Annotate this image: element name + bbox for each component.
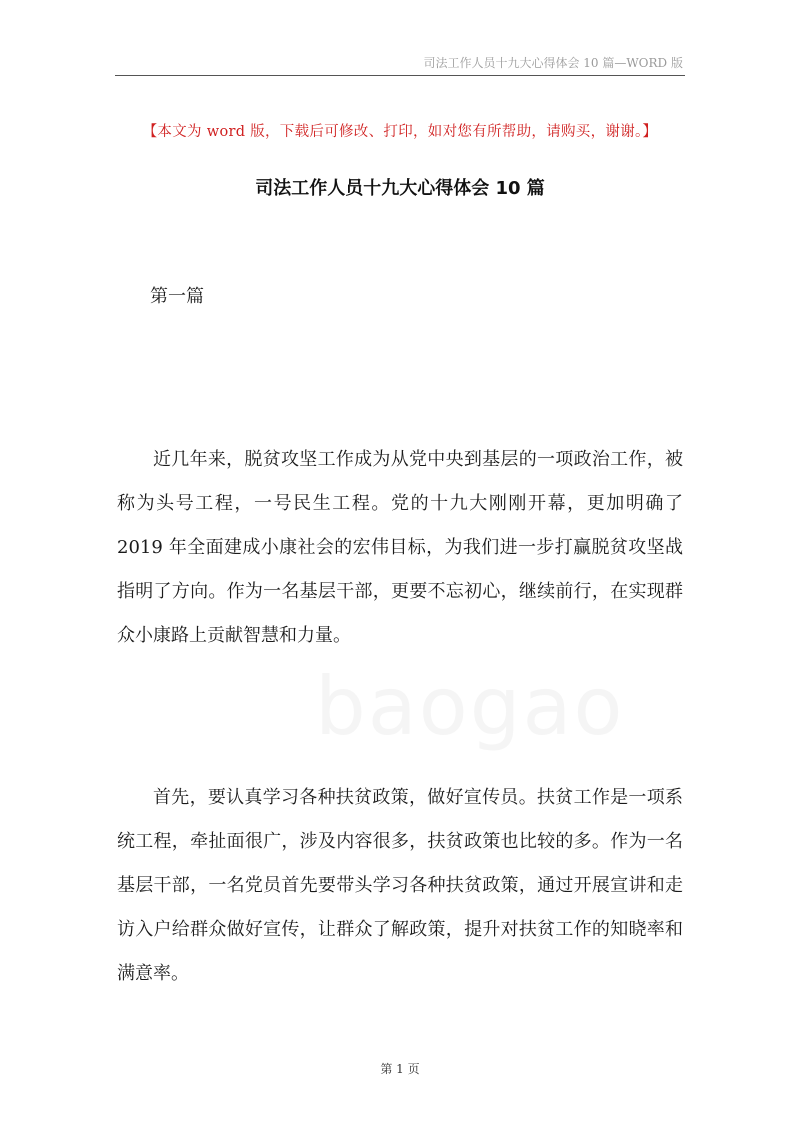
document-title: 司法工作人员十九大心得体会 10 篇 [255, 178, 545, 199]
page-number: 第 1 页 [380, 1062, 420, 1076]
body-paragraph: 近几年来，脱贫攻坚工作成为从党中央到基层的一项政治工作，被称为头号工程，一号民生工程。党的十九大刚刚开幕，更加明确了 2019 年全面建成小康社会的宏伟目标，为我们进一步打赢脱贫攻坚战指明了方向。作为一名基层干部，更要不忘初心，继续前行，在实现群众小康路上贡献智慧和力量。 [117, 449, 683, 646]
watermark: baogao [315, 660, 625, 753]
running-header: 司法工作人员十九大心得体会 10 篇—WORD 版 [423, 56, 683, 70]
header-divider [115, 75, 685, 76]
download-notice: 【本文为 word 版，下载后可修改、打印，如对您有所帮助，请购买，谢谢。】 [142, 124, 658, 140]
section-heading: 第一篇 [150, 286, 204, 307]
body-paragraph: 首先，要认真学习各种扶贫政策，做好宣传员。扶贫工作是一项系统工程，牵扯面很广，涉及内容很多，扶贫政策也比较的多。作为一名基层干部，一名党员首先要带头学习各种扶贫政策，通过开展宣讲和走访入户给群众做好宣传，让群众了解政策，提升对扶贫工作的知晓率和满意率。 [117, 787, 683, 984]
